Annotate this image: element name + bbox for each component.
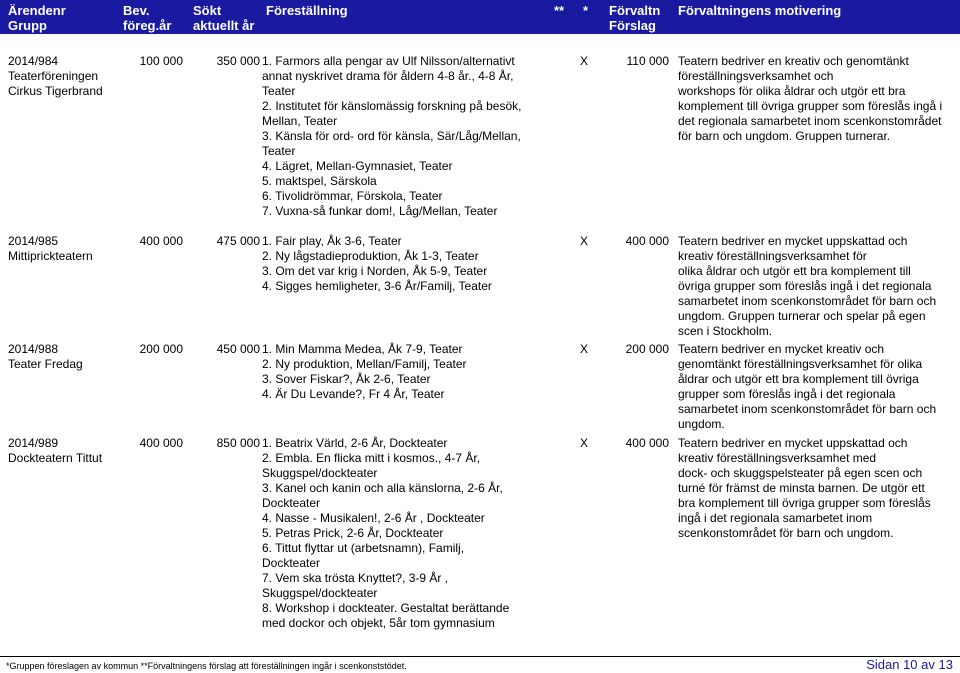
- row-plays: 1. Fair play, Åk 3-6, Teater 2. Ny lågstadieproduktion, Åk 1-3, Teater 3. Om det var krig i Norden, Åk 5-9, Teater 4. Sigges hemligheter, 3-6 År/Familj, Teater: [262, 234, 492, 293]
- header-prev-grant: Bev.: [123, 3, 150, 18]
- row-motivation: Teatern bedriver en kreativ och genomtänkt föreställningsverksamhet och workshops för olika åldrar och utgör ett bra komplement till övriga grupper som föreslås ingå i det regionala samarbetet inom scenkonstområdet för barn och ungdom. Gruppen turnerar.: [678, 54, 943, 143]
- row-sought: 475 000: [216, 234, 260, 248]
- row-proposal: 200 000: [625, 342, 669, 356]
- page-indicator: [866, 657, 953, 673]
- header-group: Grupp: [8, 18, 47, 33]
- header-administration: Förvaltn: [609, 3, 661, 18]
- page-number: 10: [903, 657, 918, 672]
- row-plays: 1. Farmors alla pengar av Ulf Nilsson/alternativt annat nyskrivet drama för åldern 4-8 år., 4-8 År, Teater 2. Institutet för känslomässig forskning på besök, Mellan, Teater 3. Känsla för ord- ord för känsla, Sär/Låg/Mellan, Teater 4. Lägret, Mellan-Gymnasiet, Teater 5. maktspel, Särskola 6. Tivolidrömmar, Förskola, Teater 7. Vuxna-så funkar dom!, Låg/Mellan, Teater: [262, 54, 522, 218]
- row-motivation: Teatern bedriver en mycket kreativ och genomtänkt föreställningsverksamhet för olika åldrar och utgör ett bra komplement till övriga grupper som föreslås ingå i det regionala samarbetet inom scenkonstområdet för barn och ungdom.: [678, 342, 937, 431]
- page-of-word: av: [921, 657, 935, 672]
- footer-divider: [0, 656, 960, 657]
- row-case: 2014/989 Dockteatern Tittut: [8, 436, 103, 465]
- header-performance: Föreställning: [266, 3, 348, 18]
- row-x: X: [580, 342, 589, 356]
- row-plays: 1. Min Mamma Medea, Åk 7-9, Teater 2. Ny produktion, Mellan/Familj, Teater 3. Sover Fiskar?, Åk 2-6, Teater 4. Är Du Levande?, Fr 4 År, Teater: [262, 342, 467, 401]
- row-case: 2014/984 Teaterföreningen Cirkus Tigerbrand: [8, 54, 103, 98]
- row-sought: 450 000: [216, 342, 260, 356]
- row-x: X: [580, 436, 589, 450]
- row-case: 2014/988 Teater Fredag: [8, 342, 83, 371]
- table-header: [0, 0, 960, 34]
- row-motivation: Teatern bedriver en mycket uppskattad och kreativ föreställningsverksamhet med dock- och skuggspelsteater på egen scen och turné för främst de minsta barnen. De utgör ett bra komplement till övriga grupper som föreslås ingå i det regionala samarbetet inom scenkonstområdet för barn och ungdom.: [678, 436, 931, 540]
- row-proposal: 110 000: [626, 54, 669, 68]
- row-proposal: 400 000: [625, 234, 669, 248]
- row-sought: 850 000: [216, 436, 260, 450]
- row-prev-grant: 400 000: [139, 234, 183, 248]
- row-x: X: [580, 234, 589, 248]
- header-proposal: Förslag: [609, 18, 656, 33]
- row-plays: 1. Beatrix Värld, 2-6 År, Dockteater 2. Embla. En flicka mitt i kosmos., 4-7 År, Skuggspel/dockteater 3. Kanel och kanin och alla känslorna, 2-6 År, Dockteater 4. Nasse - Musikalen!, 2-6 År , Dockteater 5. Petras Prick, 2-6 År, Dockteater 6. Tittut flyttar ut (arbetsnamn), Familj, Dockteater 7. Vem ska trösta Knyttet?, 3-9 År , Skuggspel/dockteater 8. Workshop i dockteater. Gestaltat berättande med dockor och objekt, 5år tom gymnasium: [262, 436, 510, 630]
- row-prev-grant: 200 000: [139, 342, 183, 356]
- row-case: 2014/985 Mittiprickteatern: [8, 234, 93, 263]
- page-total: 13: [938, 657, 953, 672]
- header-motivation: Förvaltningens motivering: [678, 3, 842, 18]
- header-double-star: **: [554, 3, 565, 18]
- row-proposal: 400 000: [625, 436, 669, 450]
- row-x: X: [580, 54, 589, 68]
- row-sought: 350 000: [216, 54, 260, 68]
- header-star: *: [583, 3, 589, 18]
- row-prev-grant: 100 000: [139, 54, 183, 68]
- page-word: Sidan: [866, 657, 900, 672]
- header-sought: Sökt: [193, 3, 222, 18]
- row-motivation: Teatern bedriver en mycket uppskattad och kreativ föreställningsverksamhet för olika åldrar och utgör ett bra komplement till övriga grupper som föreslås ingå i det regionala samarbetet inom scenkonstområdet för barn och ungdom. Gruppen turnerar och spelar på egen scen i Stockholm.: [678, 234, 937, 338]
- footer-note: *Gruppen föreslagen av kommun **Förvaltningens förslag att föreställningen ingår i scenkonststödet.: [6, 661, 407, 671]
- header-prev-year: föreg.år: [123, 18, 172, 33]
- header-current-year: aktuellt år: [193, 18, 255, 33]
- header-case-number: Ärendenr: [8, 3, 66, 18]
- row-prev-grant: 400 000: [139, 436, 183, 450]
